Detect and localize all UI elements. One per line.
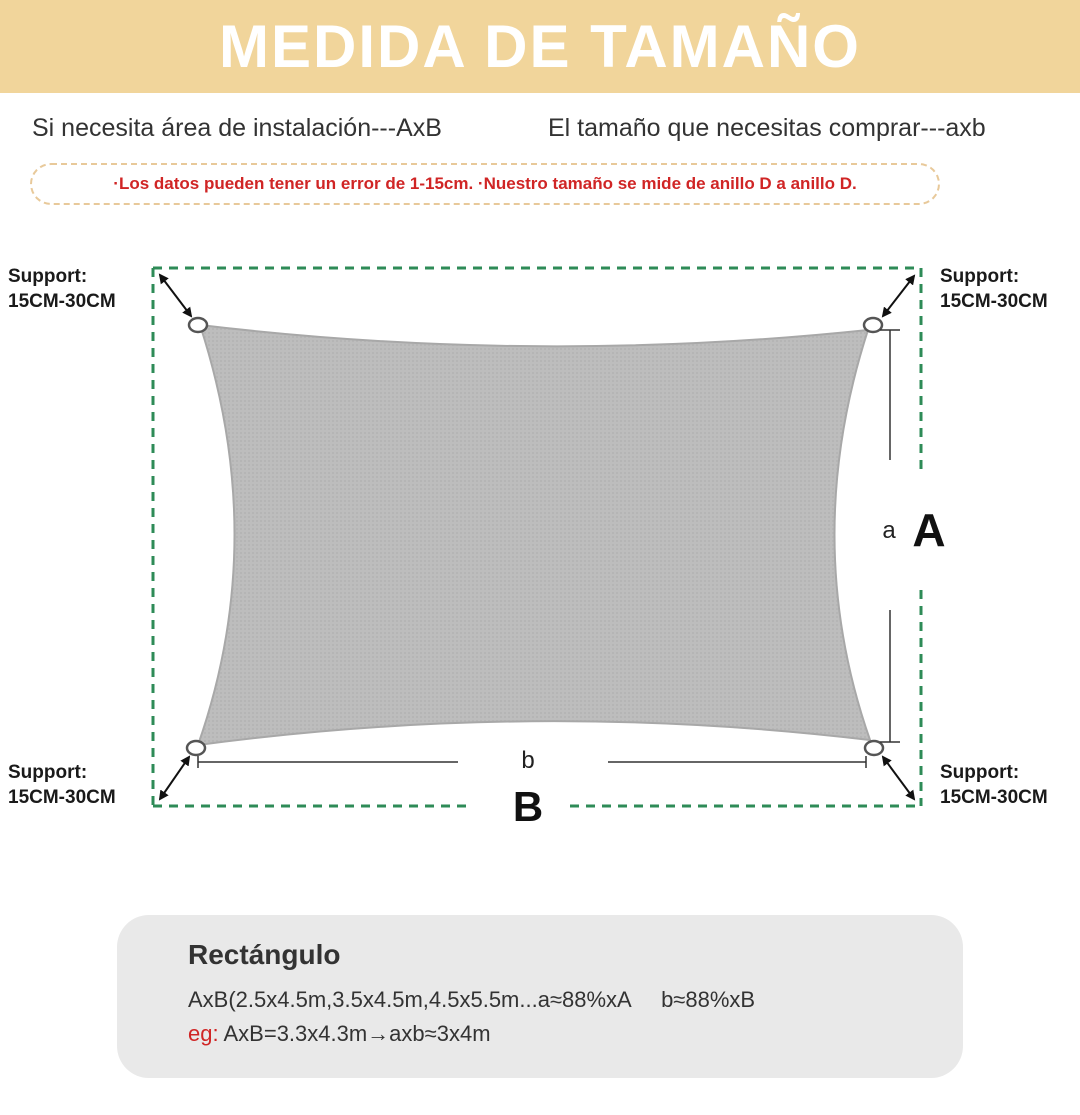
info-example-line <box>188 1021 491 1047</box>
installation-area-label: Si necesita área de instalación---AxB <box>32 114 442 142</box>
support-top-right <box>940 264 1048 314</box>
support-bottom-right <box>940 760 1048 810</box>
example-value: AxB=3.3x4.3m→axb≈3x4m <box>218 1021 491 1046</box>
support-bottom-left <box>8 760 116 810</box>
purchase-size-label: El tamaño que necesitas comprar---axb <box>548 114 986 142</box>
support-value: 15CM-30CM <box>8 787 116 808</box>
support-value: 15CM-30CM <box>940 787 1048 808</box>
support-label: Support: <box>940 762 1020 783</box>
support-value: 15CM-30CM <box>940 291 1048 312</box>
support-label: Support: <box>8 762 88 783</box>
dimension-A-big-label: A <box>912 504 946 556</box>
shade-sail <box>198 325 870 745</box>
support-label: Support: <box>940 266 1020 287</box>
dimension-B-big-label: B <box>512 783 544 830</box>
info-title: Rectángulo <box>188 939 341 970</box>
support-top-left <box>8 264 116 314</box>
example-label: eg: <box>188 1021 219 1046</box>
support-label: Support: <box>8 266 88 287</box>
dimension-b-small-label: b <box>521 747 535 774</box>
dimension-a-small-label: a <box>882 517 896 544</box>
error-note-text: ·Los datos pueden tener un error de 1-15cm. ·Nuestro tamaño se mide de anillo D a anillo D. <box>113 174 857 193</box>
info-size-examples: AxB(2.5x4.5m,3.5x4.5m,4.5x5.5m...a≈88%xA b≈88%xB <box>188 987 756 1012</box>
support-value: 15CM-30CM <box>8 291 116 312</box>
rectangle-info-card <box>117 915 963 1078</box>
page-title: MEDIDA DE TAMAÑO <box>219 13 861 80</box>
